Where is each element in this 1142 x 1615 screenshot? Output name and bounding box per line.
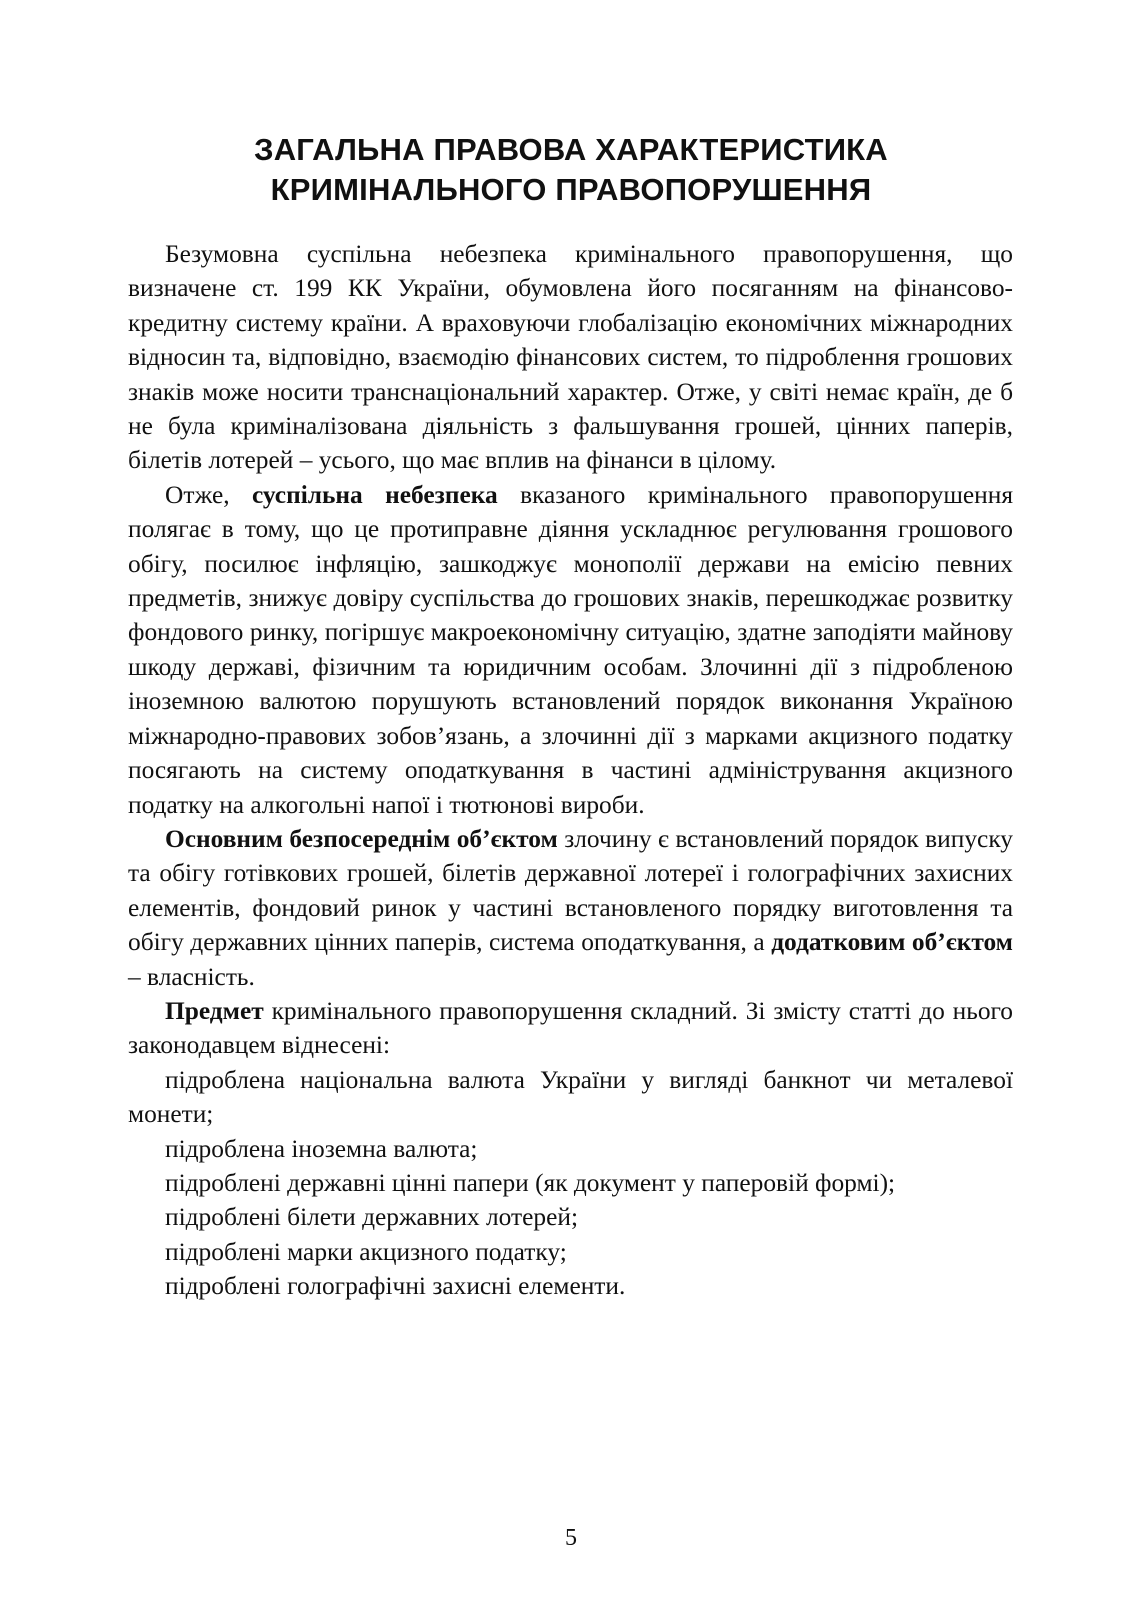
paragraph-text: Отже, bbox=[165, 480, 230, 509]
paragraph-subject bbox=[128, 994, 1013, 1063]
paragraph-text: злочину є встановлений порядок випуску та обігу готівкових грошей, білетів державної лотереї і голографічних захисних елементів, фондовий ринок у частині встановленого порядку виготовлення та обігу державних цінних паперів, система оподаткування, а bbox=[128, 824, 1013, 957]
term-additional-object: додатковим об’єктом bbox=[771, 928, 1013, 957]
term-social-danger: суспільна небезпека bbox=[251, 480, 498, 509]
title-line-2: КРИМІНАЛЬНОГО ПРАВОПОРУШЕННЯ bbox=[270, 172, 872, 207]
page-number: 5 bbox=[565, 1525, 577, 1551]
paragraph-object bbox=[128, 822, 1013, 994]
page-title bbox=[0, 130, 1142, 210]
paragraph-text: кримінального правопорушення складний. Зі змісту статті до нього законодавцем віднесені: bbox=[128, 996, 1013, 1060]
term-main-object: Основним безпосереднім об’єктом bbox=[165, 824, 558, 853]
paragraph-danger-intro: Безумовна суспільна небезпека кримінального правопорушення, що визначене ст. 199 КК України, обумовлена його посяганням на фінансово-кредитну систему країни. А враховуючи глобалізацію економічних міжнародних відносин та, відповідно, взаємодію фінансових систем, то підроблення грошових знаків може носити транснаціональний характер. Отже, у світі немає країн, де б не була криміналізована діяльність з фальшування грошей, цінних паперів, білетів лотерей – усього, що має вплив на фінанси в цілому. bbox=[128, 240, 1013, 475]
paragraph-social-danger bbox=[128, 478, 1013, 822]
title-line-1: ЗАГАЛЬНА ПРАВОВА ХАРАКТЕРИСТИКА bbox=[254, 132, 888, 167]
list-item: підроблені голографічні захисні елементи. bbox=[165, 1272, 626, 1301]
document-body bbox=[128, 237, 1013, 1304]
list-item: підроблена національна валюта України у вигляді банкнот чи металевої монети; bbox=[128, 1065, 1013, 1129]
paragraph-text: вказаного кримінального правопорушення полягає в тому, що це протиправне діяння ускладнює регулювання грошового обігу, посилює інфляцію, зашкоджує монополії держави на емісію певних предметів, знижує довіру суспільства до грошових знаків, перешкоджає розвитку фондового ринку, погіршує макроекономічну ситуацію, здатне заподіяти майнову шкоду державі, фізичним та юридичним особам. Злочинні дії з підробленою іноземною валютою порушують встановлений порядок виконання Україною міжнародно-правових зобов’язань, а злочинні дії з марками акцизного податку посягають на систему оподаткування в частині адміністрування акцизного податку на алкогольні напої і тютюнові вироби. bbox=[128, 480, 1013, 819]
list-item: підроблені державні цінні папери (як документ у паперовій формі); bbox=[165, 1168, 896, 1197]
term-subject: Предмет bbox=[165, 996, 264, 1025]
list-item: підроблені марки акцизного податку; bbox=[165, 1237, 567, 1266]
list-item: підроблена іноземна валюта; bbox=[165, 1134, 478, 1163]
paragraph-text: – власність. bbox=[128, 962, 255, 991]
list-item: підроблені білети державних лотерей; bbox=[165, 1203, 579, 1232]
